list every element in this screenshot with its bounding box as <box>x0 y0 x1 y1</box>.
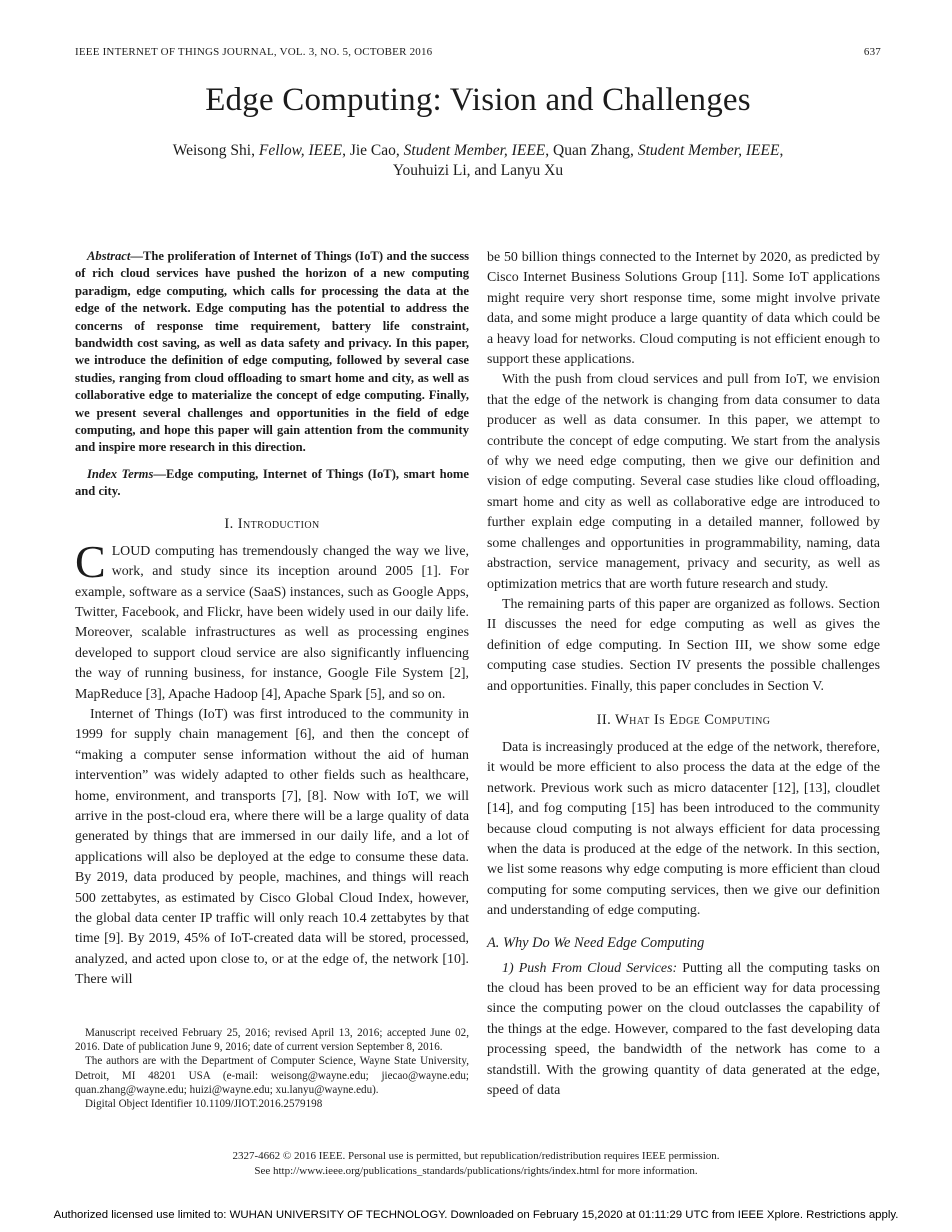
abstract: Abstract—The proliferation of Internet of Things (IoT) and the success of rich cloud services have pushed the horizon of a new computing paradigm, edge computing, which calls for processing the data at the edge of the network. Edge computing has the potential to address the concerns of response time requirement, battery life constraint, bandwidth cost saving, as well as data safety and privacy. In this paper, we introduce the definition of edge computing, followed by several case studies, ranging from cloud offloading to smart home and city, as well as collaborative edge to materialize the concept of edge computing. Finally, we present several challenges and opportunities in the field of edge computing, and hope this paper will gain attention from the community and inspire more research in this direction. <box>75 249 469 455</box>
subsection-heading-why-need: A. Why Do We Need Edge Computing <box>487 934 705 951</box>
copyright-line: 2327-4662 © 2016 IEEE. Personal use is permitted, but republication/redistribution requires IEEE permission. <box>232 1150 720 1162</box>
index-terms: Index Terms—Edge computing, Internet of Things (IoT), smart home and city. <box>75 466 469 499</box>
section-heading-introduction: I. Introduction <box>224 515 320 532</box>
paper-title: Edge Computing: Vision and Challenges <box>205 82 751 118</box>
author-byline <box>75 141 881 180</box>
footnotes-block <box>75 1026 469 1111</box>
byline-line1: Weisong Shi, Fellow, IEEE, Jie Cao, Student Member, IEEE, Quan Zhang, Student Member, IEEE, <box>172 142 784 159</box>
intro-paragraph-organization: The remaining parts of this paper are organized as follows. Section II discusses the need for edge computing as well as gives the definition of edge computing. In Section III, we show some edge computing case studies. Section IV presents the possible challenges and opportunities. Finally, this paper concludes in Section V. <box>487 596 880 694</box>
intro-paragraph-2: Internet of Things (IoT) was first introduced to the community in 1999 for supply chain management [6], and then the concept of “making a computer sense information without the aid of human intervention” was widely adapted to other fields such as healthcare, home, environment, and transports [7], [8]. Now with IoT, we will arrive in the post-cloud era, where there will be a large quality of data generated by things that are immersed in our daily life, and a lot of applications will also be deployed at the edge to consume these data. By 2019, data produced by people, machines, and things will reach 500 zettabytes, as estimated by Cisco Global Cloud Index, however, the global data center IP traffic will only reach 10.4 zettabytes by that time [9]. By 2019, 45% of IoT-created data will be stored, processed, analyzed, and acted upon close to, or at the edge of, the network [10]. There will <box>75 706 469 988</box>
journal-header-row <box>75 46 881 58</box>
copyright-footer <box>0 1149 952 1179</box>
intro-paragraph-vision: With the push from cloud services and pull from IoT, we envision that the edge of the network is changing from data consumer to data producer as well as data consumer. In this paper, we attempt to contribute the concept of edge computing. We start from the analysis of why we need edge computing, then we give our definition and vision of edge computing. Several case studies like cloud offloading, smart home and city as well as collaborative edge are introduced to further explain edge computing in a detailed manner, followed by some challenges and opportunities in programmability, naming, data abstraction, service management, privacy and security, as well as optimization metrics that are worth future research and study. <box>487 372 880 592</box>
footnote-affiliation: The authors are with the Department of Computer Science, Wayne State University, Detroit, MI 48201 USA (e-mail: weisong@wayne.edu; jiecao@wayne.edu; quan.zhang@wayne.edu; huizi@wayne.edu; xu.lanyu@wayne.edu). <box>75 1055 469 1096</box>
push-from-cloud-paragraph: 1) Push From Cloud Services: Putting all the computing tasks on the cloud has been proved to be an efficient way for data processing since the computing power on the cloud outclasses the capability of the things at the edge. However, compared to the fast developing data processing speed, the bandwidth of the network has come to a standstill. With the growing quantity of data generated at the edge, speed of data <box>487 960 880 1099</box>
license-banner: Authorized licensed use limited to: WUHAN UNIVERSITY OF TECHNOLOGY. Downloaded on February 15,2020 at 01:11:29 UTC from IEEE Xplore. Restrictions apply. <box>53 1209 899 1221</box>
intro-paragraph-1-text: LOUD computing has tremendously changed the way we live, work, and study since its inception around 2005 [1]. For example, software as a service (SaaS) instances, such as Google Apps, Twitter, Facebook, and Flickr, have been widely used in our daily life. Moreover, scalable infrastructures as well as processing engines developed to support cloud service are also significantly influencing the way of running business, for instance, Google File System [2], MapReduce [3], Apache Hadoop [4], Apache Spark [5], and so on. <box>75 543 469 702</box>
section-heading-what-is-edge-computing: II. What Is Edge Computing <box>596 711 771 728</box>
intro-paragraph-1 <box>75 535 469 705</box>
journal-header: IEEE INTERNET OF THINGS JOURNAL, VOL. 3, NO. 5, OCTOBER 2016 <box>75 46 433 58</box>
rights-url-line: See http://www.ieee.org/publications_standards/publications/rights/index.html for more information. <box>254 1165 698 1177</box>
page-number: 637 <box>863 46 881 58</box>
left-column <box>75 248 469 991</box>
footnote-manuscript: Manuscript received February 25, 2016; revised April 13, 2016; accepted June 02, 2016. Date of publication June 9, 2016; date of current version September 8, 2016. <box>75 1027 469 1054</box>
byline-line2: Youhuizi Li, and Lanyu Xu <box>392 161 564 179</box>
what-is-paragraph: Data is increasingly produced at the edge of the network, therefore, it would be more efficient to also process the data at the edge of the network. Previous work such as micro datacenter [12], [13], cloudlet [14], and fog computing [15] has been introduced to the community because cloud computing is not always efficient for data processing when the data is produced at the edge of the network. In this section, we list some reasons why edge computing is more efficient than cloud computing for some computing services, then we give our definition and understanding of edge computing. <box>487 739 880 919</box>
footnote-doi: Digital Object Identifier 10.1109/JIOT.2016.2579198 <box>85 1098 323 1111</box>
intro-paragraph-2-continued: be 50 billion things connected to the Internet by 2020, as predicted by Cisco Internet Business Solutions Group [11]. Some IoT applications might require very short response time, some might involve private data, and some might produce a large quantity of data which could be a heavy load for networks. Cloud computing is not efficient enough to support these applications. <box>487 250 880 368</box>
drop-cap: C <box>75 535 106 587</box>
right-column <box>487 248 880 1101</box>
